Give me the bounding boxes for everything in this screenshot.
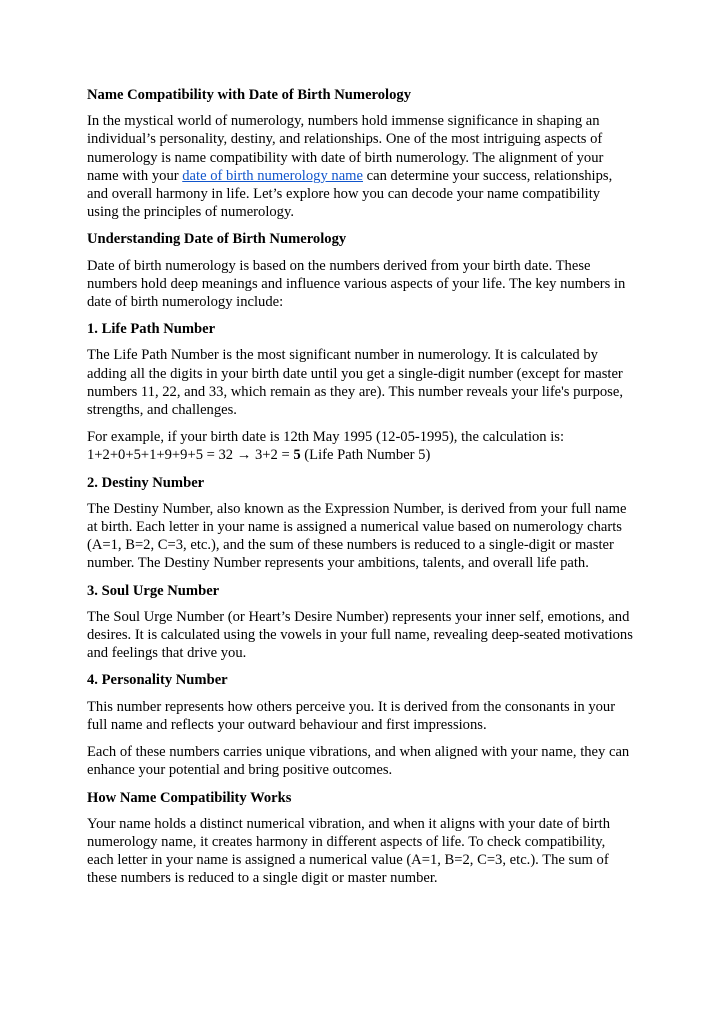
life-path-example-line: For example, if your birth date is 12th May 1995 (12-05-1995), the calculation is: [87,429,565,446]
section-heading-how-works: How Name Compatibility Works [87,789,292,806]
life-path-example-result: 5 [293,447,301,464]
life-path-example [87,428,635,464]
intro-paragraph [87,112,635,221]
section-heading-soul-urge: 3. Soul Urge Number [87,582,220,599]
intro-text-before-link: In the mystical world of numerology, numbers hold immense significance in shaping an individual’s personality, destiny, and relationships. One of the most intriguing aspects of numerology is name compatibility with date of birth numerology. The alignment of your name with your [87,113,604,184]
document-title: Name Compatibility with Date of Birth Numerology [87,87,412,103]
document-page [87,86,635,897]
section-heading-destiny: 2. Destiny Number [87,474,205,491]
section-heading-dob: Understanding Date of Birth Numerology [87,231,347,248]
numbers-summary-paragraph: Each of these numbers carries unique vibrations, and when aligned with your name, they can enhance your potential and bring positive outcomes. [87,744,630,779]
section-heading-life-path: 1. Life Path Number [87,321,216,338]
life-path-example-suffix: (Life Path Number 5) [300,447,431,464]
section-body-destiny: The Destiny Number, also known as the Expression Number, is derived from your full name at birth. Each letter in your name is assigned a numerical value based on numerology charts (A=1, B=2, C=3, etc.), and the sum of these numbers is reduced to a single-digit or master number. The Destiny Number represents your ambitions, talents, and overall life path. [87,500,627,572]
section-body-how-works: Your name holds a distinct numerical vibration, and when it aligns with your date of birth numerology name, it creates harmony in different aspects of life. To check compatibility, each letter in your name is assigned a numerical value (A=1, B=2, C=3, etc.). The sum of these numbers is reduced to a single digit or master number. [87,815,610,887]
date-of-birth-numerology-name-link[interactable]: date of birth numerology name [182,167,363,184]
section-body-soul-urge: The Soul Urge Number (or Heart’s Desire Number) represents your inner self, emotions, and desires. It is calculated using the vowels in your full name, revealing deep-seated motivations and feelings that drive you. [87,608,633,662]
intro-text-after-link: can determine your success, relationships, and overall harmony in life. Let’s explore how you can decode your name compatibility using the principles of numerology. [87,167,613,221]
section-body-personality: This number represents how others perceive you. It is derived from the consonants in your full name and reflects your outward behaviour and first impressions. [87,698,616,733]
section-body-dob: Date of birth numerology is based on the numbers derived from your birth date. These numbers hold deep meanings and influence various aspects of your life. The key numbers in date of birth numerology include: [87,257,626,311]
life-path-example-calc: 1+2+0+5+1+9+9+5 = 32 → 3+2 = [87,447,294,464]
section-heading-personality: 4. Personality Number [87,672,228,689]
section-body-life-path: The Life Path Number is the most significant number in numerology. It is calculated by adding all the digits in your birth date until you get a single-digit number (except for master numbers 11, 22, and 33, which remain as they are). This number reveals your life's purpose, strengths, and challenges. [87,347,623,419]
